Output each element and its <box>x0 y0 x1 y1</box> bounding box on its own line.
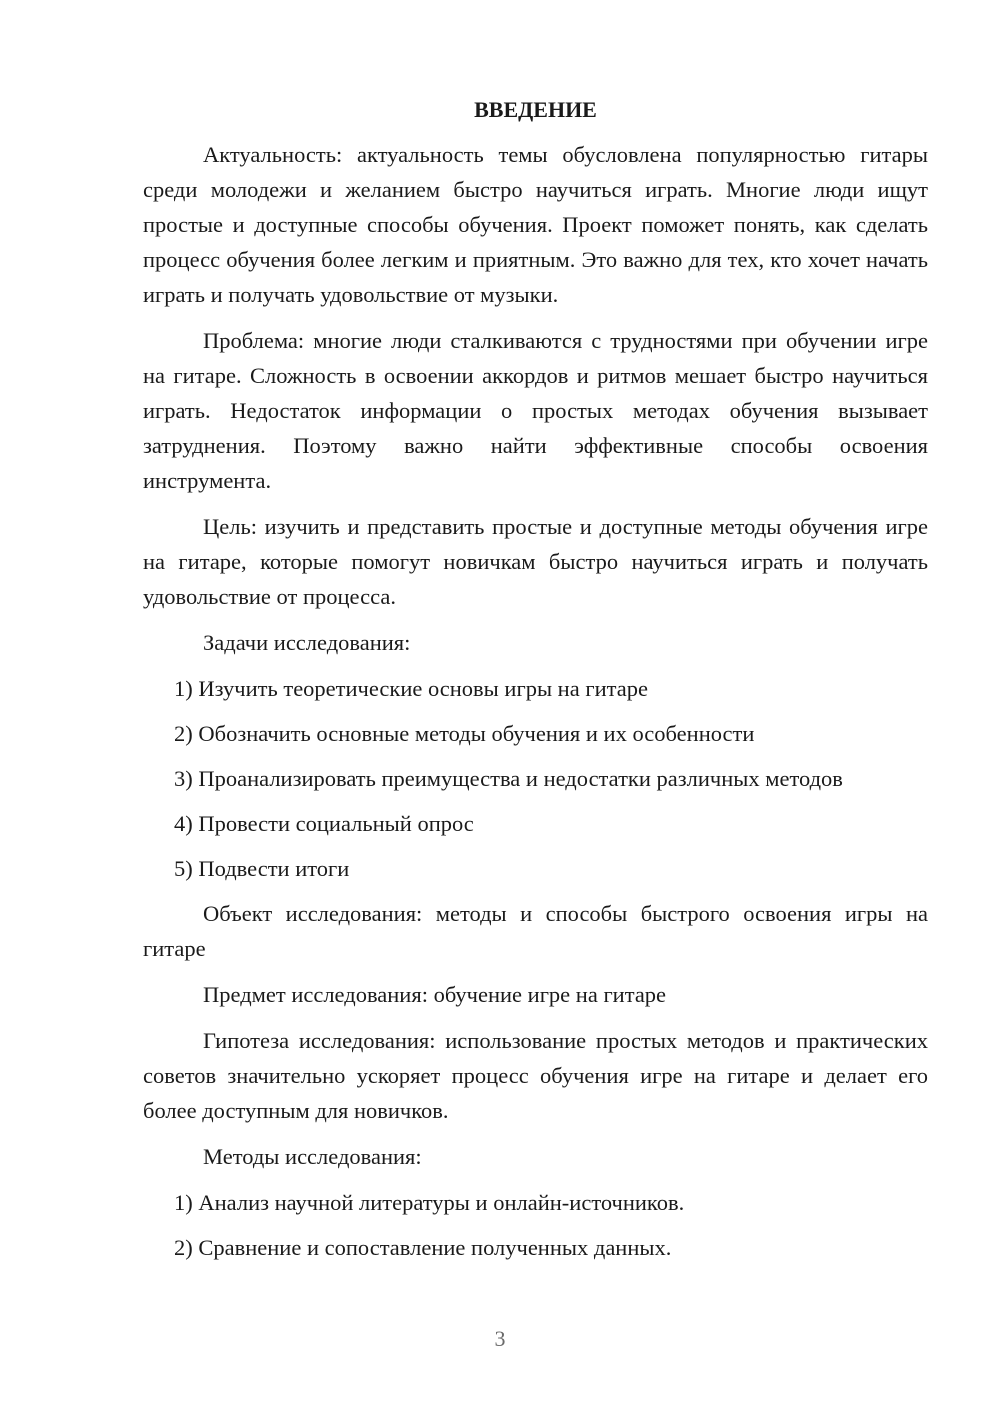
method-item: 2) Сравнение и сопоставление полученных данных. <box>174 1235 672 1260</box>
goal-paragraph: Цель: изучить и представить простые и доступные методы обучения игре на гитаре, которые помогут новичкам быстро научиться играть и получать удовольствие от процесса. <box>143 514 928 609</box>
method-item: 1) Анализ научной литературы и онлайн-источников. <box>174 1190 685 1215</box>
object-paragraph: Объект исследования: методы и способы быстрого освоения игры на гитаре <box>143 901 928 961</box>
task-item: 4) Провести социальный опрос <box>174 811 474 836</box>
methods-heading: Методы исследования: <box>203 1144 422 1169</box>
page-number: 3 <box>494 1326 506 1351</box>
task-item: 1) Изучить теоретические основы игры на гитаре <box>174 676 648 701</box>
document-page <box>143 95 928 1275</box>
section-title: ВВЕДЕНИЕ <box>474 97 597 122</box>
tasks-list <box>143 671 928 886</box>
task-item: 3) Проанализировать преимущества и недостатки различных методов <box>174 766 843 791</box>
problem-paragraph: Проблема: многие люди сталкиваются с трудностями при обучении игре на гитаре. Сложность в освоении аккордов и ритмов мешает быстро научиться играть. Недостаток информации о простых методах обучения вызывает затруднения. Поэтому важно найти эффективные способы освоения инструмента. <box>143 328 928 493</box>
task-item: 5) Подвести итоги <box>174 856 350 881</box>
tasks-heading: Задачи исследования: <box>203 630 411 655</box>
relevance-paragraph: Актуальность: актуальность темы обусловлена популярностью гитары среди молодежи и желанием быстро научиться играть. Многие люди ищут простые и доступные способы обучения. Проект поможет понять, как сделать процесс обучения более легким и приятным. Это важно для тех, кто хочет начать играть и получать удовольствие от музыки. <box>143 142 928 307</box>
hypothesis-paragraph: Гипотеза исследования: использование простых методов и практических советов значительно ускоряет процесс обучения игре на гитаре и делает его более доступным для новичков. <box>143 1028 928 1123</box>
methods-list <box>143 1185 928 1265</box>
subject-paragraph: Предмет исследования: обучение игре на гитаре <box>203 982 667 1007</box>
task-item: 2) Обозначить основные методы обучения и их особенности <box>174 721 755 746</box>
